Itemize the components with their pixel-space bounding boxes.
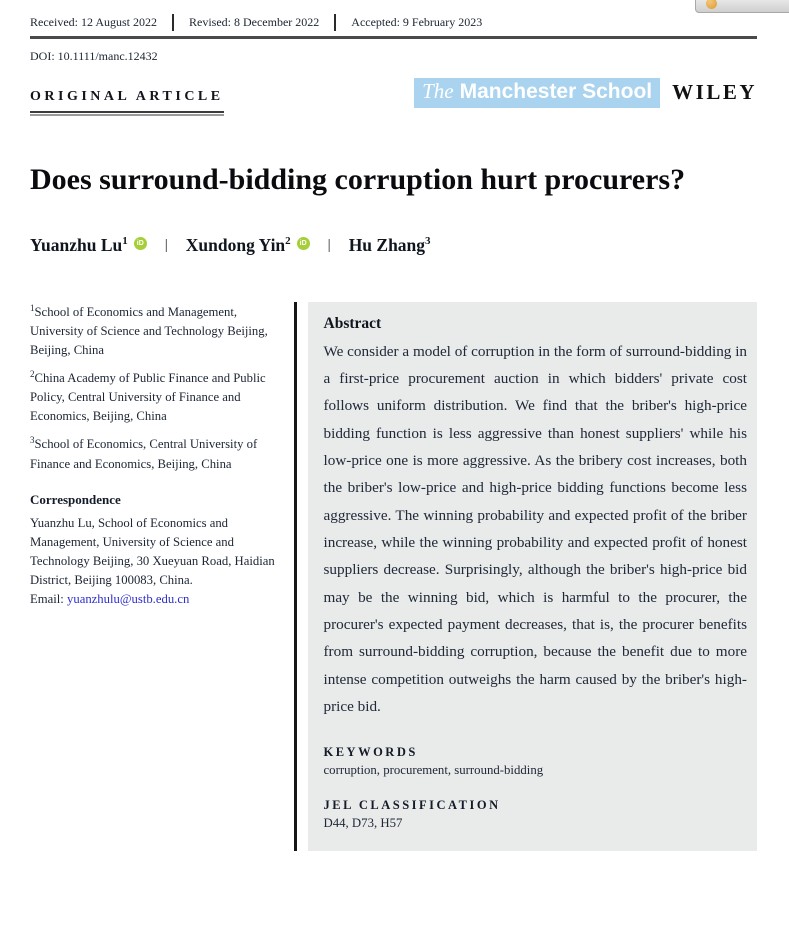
author-separator: |	[164, 236, 168, 253]
header-rule	[30, 36, 757, 39]
keywords-heading: KEYWORDS	[323, 744, 418, 759]
affiliation-item: $^1$School of Economics and Management, University of Science and Technology Beijing, Beijing, China	[30, 302, 268, 357]
wiley-logo: WILEY	[672, 80, 757, 104]
orcid-icon[interactable]: iD	[297, 237, 310, 250]
correspondence-address: Yuanzhu Lu, School of Economics and Management, University of Science and Technology Beijing, 30 Xueyuan Road, Haidian District, Beijing 100083, China.	[30, 516, 275, 588]
column-divider	[294, 302, 297, 851]
metadata-column	[30, 302, 286, 851]
accepted-date: Accepted: 9 February 2023	[351, 15, 483, 29]
correspondence-body	[30, 514, 286, 609]
journal-logo	[414, 78, 660, 108]
email-label: Email:	[30, 592, 67, 607]
revised-date: Revised: 8 December 2022	[188, 15, 320, 29]
author-name: Xundong Yin$^2$	[185, 234, 291, 255]
article-type-block	[30, 87, 224, 113]
author-name: Hu Zhang$^3$	[348, 234, 431, 255]
abstract-heading: Abstract	[323, 314, 382, 332]
brand-row	[30, 78, 757, 113]
author-affiliation-superscript: 2	[285, 234, 291, 247]
orange-circle-icon	[706, 0, 717, 9]
date-separator	[172, 14, 174, 31]
email-link[interactable]: yuanzhulu@ustb.edu.cn	[67, 592, 190, 607]
abstract-text: We consider a model of corruption in the form of surround-bidding in a first-price procurement auction in which bidders' private cost follows uniform distribution. We find that the briber's high-price bidding function is less aggressive than honest suppliers' while his low-price one is more aggressive. As the bribery cost increases, both the briber's low-price and high-price bidding functions become less aggressive. The winning probability and expected profit of the briber increase, while the winning probability and expected profit of honest suppliers decrease. Surprisingly, although the briber's high-price bid may be the winning bid, which is harmful to the procurer, the procurer's expected payment decreases, that is, the procurer benefits from surround-bidding corruption, because the benefit due to more intense competition outweighs the harm caused by the briber's high-price bid.	[323, 342, 748, 716]
author-separator: |	[327, 236, 331, 253]
correspondence-email-line	[30, 590, 286, 609]
jel-heading: JEL CLASSIFICATION	[323, 797, 501, 812]
abstract-panel	[308, 302, 758, 851]
author-name: Yuanzhu Lu$^1$	[30, 234, 128, 255]
journal-logo-the: The	[422, 78, 454, 103]
jel-codes: D44, D73, H57	[323, 815, 403, 830]
history-dates-row	[30, 14, 757, 31]
keywords-text: corruption, procurement, surround-bidding	[323, 762, 544, 777]
date-separator	[334, 14, 336, 31]
doi-text: DOI: 10.1111/manc.12432	[30, 48, 158, 63]
affiliation-item: $^2$China Academy of Public Finance and Public Policy, Central University of Finance and Economics, Beijing, China	[30, 368, 266, 424]
affiliation-item: $^3$School of Economics, Central University of Finance and Economics, Beijing, China	[30, 435, 258, 471]
journal-logo-name: Manchester School	[459, 79, 653, 103]
brand-logos	[414, 78, 757, 108]
author-affiliation-superscript: 3	[425, 234, 431, 247]
author-affiliation-superscript: 1	[122, 234, 128, 247]
two-column-layout	[30, 302, 757, 851]
browser-button-fragment[interactable]	[695, 0, 789, 13]
authors-row	[30, 235, 757, 256]
orcid-icon[interactable]: iD	[134, 237, 147, 250]
received-date: Received: 12 August 2022	[30, 15, 157, 29]
page-title: Does surround-bidding corruption hurt procurers?	[30, 162, 686, 196]
correspondence-heading: Correspondence	[30, 491, 121, 507]
article-type-label: ORIGINAL ARTICLE	[30, 88, 224, 104]
